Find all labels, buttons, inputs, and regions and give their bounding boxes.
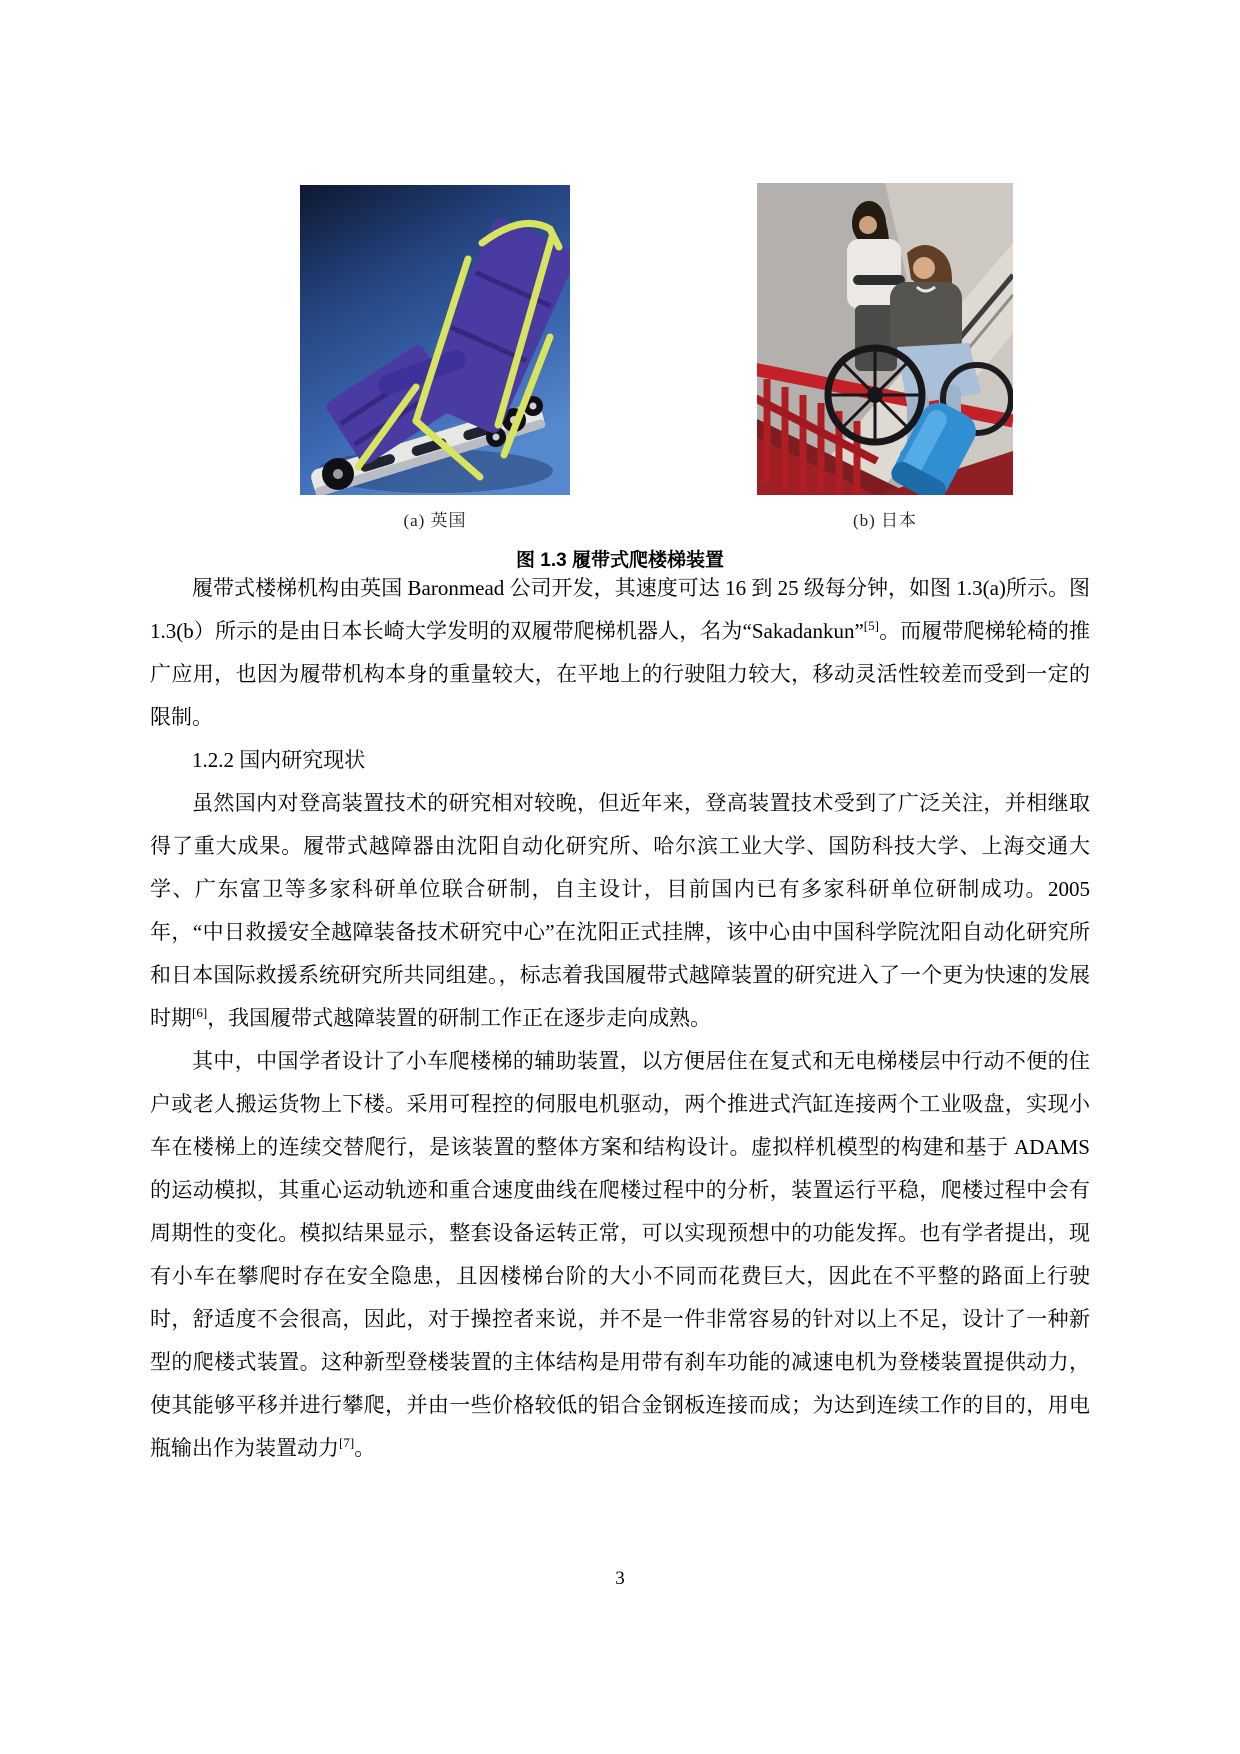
page-number: 3 <box>615 1568 625 1589</box>
figure-photo-japan-wheelchair <box>757 183 1013 495</box>
caption-photo-a: (a) 英国 <box>403 511 467 530</box>
figure-title: 图 1.3 履带式爬楼梯装置 <box>516 550 724 571</box>
body-text <box>150 567 1090 1470</box>
paragraph-1: 履带式楼梯机构由英国 Baronmead 公司开发，其速度可达 16 到 25 级每分钟，如图 1.3(a)所示。图 1.3(b）所示的是由日本长崎大学发明的双履带爬梯机器人，名为“Sakadankun”[5]。而履带爬梯轮椅的推广应用，也因为履带机构本身的重量较大，在平地上的行驶阻力较大，移动灵活性较差而受到一定的限制。 <box>150 576 1091 729</box>
section-heading: 1.2.2 国内研究现状 <box>192 748 366 772</box>
paragraph-2: 虽然国内对登高装置技术的研究相对较晚，但近年来，登高装置技术受到了广泛关注，并相继取得了重大成果。履带式越障器由沈阳自动化研究所、哈尔滨工业大学、国防科技大学、上海交通大学、广东富卫等多家科研单位联合研制，自主设计，目前国内已有多家科研单位研制成功。2005 年，“中日救援安全越障装备技术研究中心”在沈阳正式挂牌，该中心由中国科学院沈阳自动化研究所和日本国际救援系统研究所共同组建。，标志着我国履带式越障装置的研究进入了一个更为快速的发展时期[6]，我国履带式越障装置的研制工作正在逐步走向成熟。 <box>150 791 1090 1030</box>
paragraph-3: 其中，中国学者设计了小车爬楼梯的辅助装置，以方便居住在复式和无电梯楼层中行动不便的住户或老人搬运货物上下楼。采用可程控的伺服电机驱动，两个推进式汽缸连接两个工业吸盘，实现小车在楼梯上的连续交替爬行，是该装置的整体方案和结构设计。虚拟样机模型的构建和基于 ADAMS 的运动模拟，其重心运动轨迹和重合速度曲线在爬楼过程中的分析，装置运行平稳，爬楼过程中会有周期性的变化。模拟结果显示，整套设备运转正常，可以实现预想中的功能发挥。也有学者提出，现有小车在攀爬时存在安全隐患，且因楼梯台阶的大小不同而花费巨大，因此在不平整的路面上行驶时，舒适度不会很高，因此，对于操控者来说，并不是一件非常容易的针对以上不足，设计了一种新型的爬楼式装置。这种新型登楼装置的主体结构是用带有刹车功能的减速电机为登楼装置提供动力，使其能够平移并进行攀爬，并由一些价格较低的铝合金钢板连接而成；为达到连续工作的目的，用电瓶输出作为装置动力[7]。 <box>150 1049 1090 1460</box>
caption-photo-b: (b) 日本 <box>852 511 918 530</box>
figure-photo-uk-chair <box>300 185 570 495</box>
